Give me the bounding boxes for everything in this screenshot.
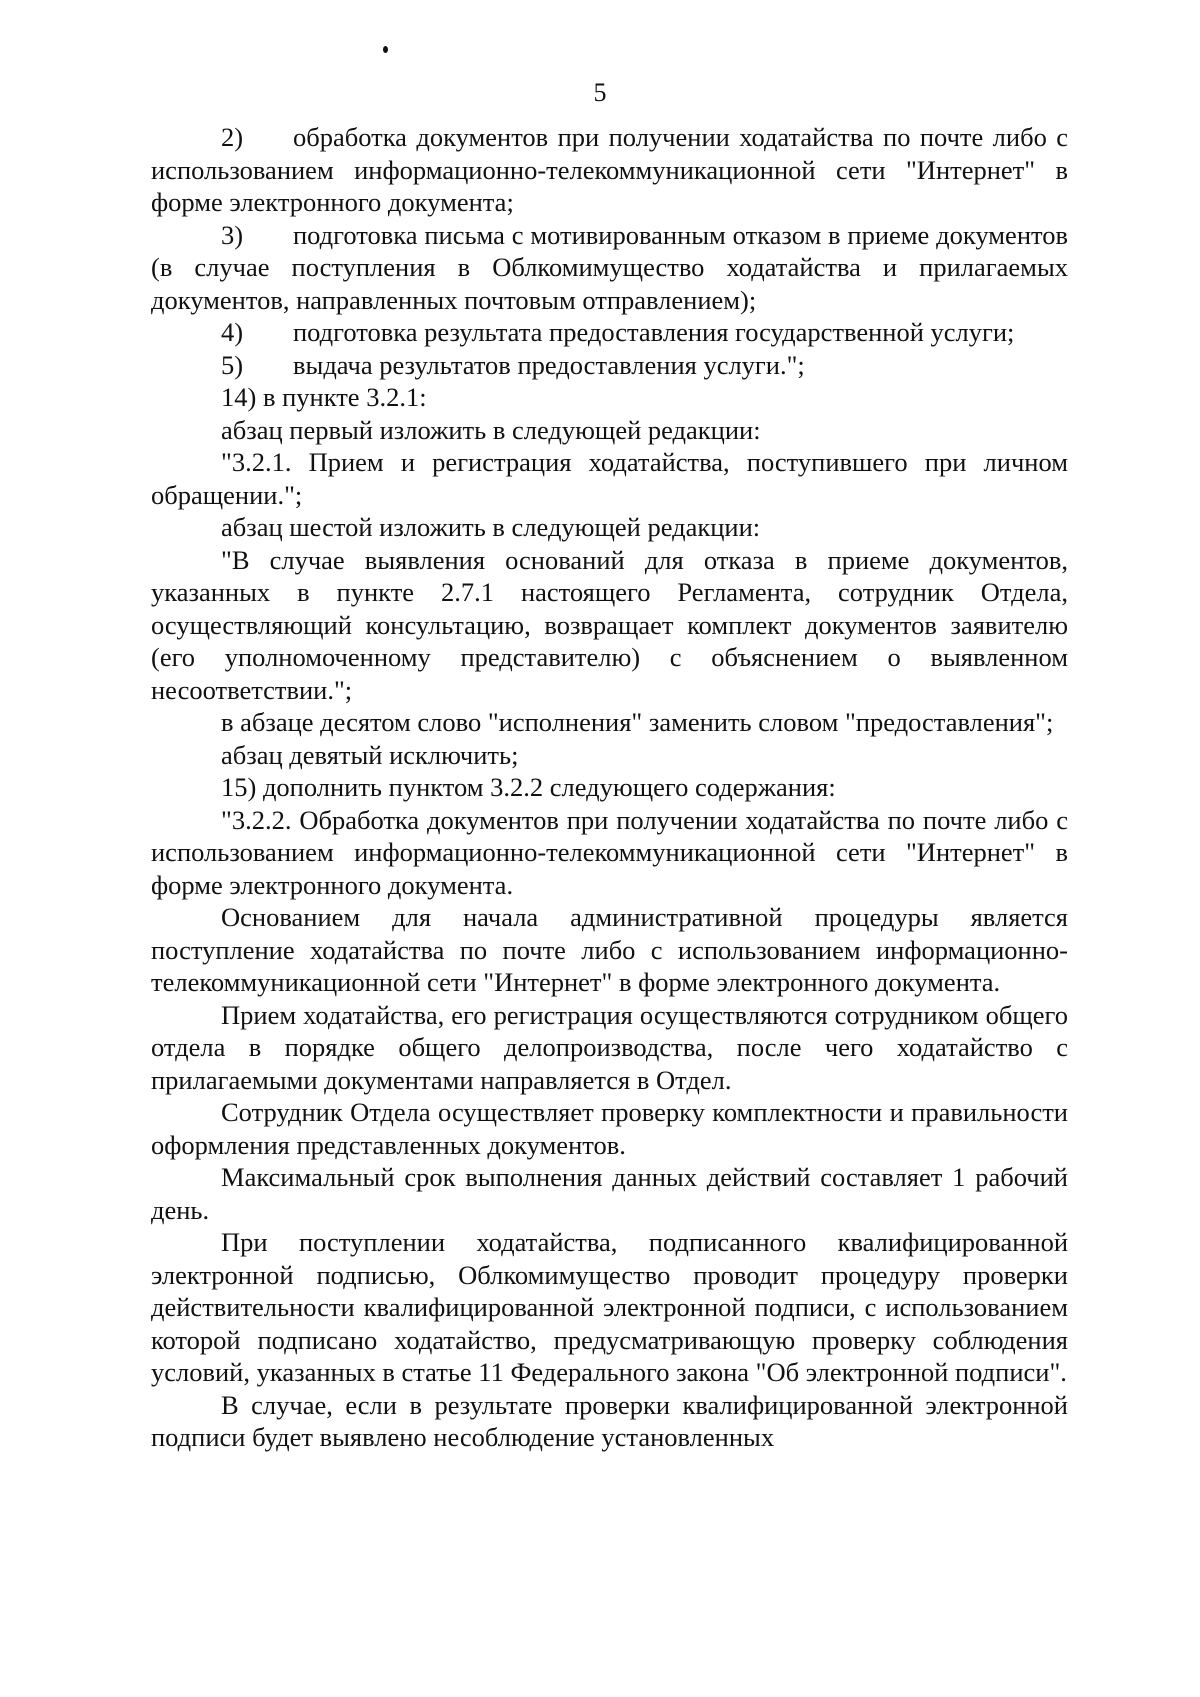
paragraph-quote-3-2-2: "3.2.2. Обработка документов при получении ходатайства по почте либо с использованием информационно-телекоммуникационной сети "Интернет" в форме электронного документа.	[151, 804, 1068, 900]
paragraph-check: Сотрудник Отдела осуществляет проверку комплектности и правильности оформления представленных документов.	[151, 1097, 1068, 1160]
paragraph-first-abzac: абзац первый изложить в следующей редакции:	[221, 414, 761, 445]
paragraph-item-15: 15) дополнить пунктом 3.2.2 следующего содержания:	[221, 772, 836, 802]
list-item-3	[151, 219, 1068, 317]
scan-speck	[383, 46, 388, 53]
paragraph-signature-check: При поступлении ходатайства, подписанного квалифицированной электронной подписью, Облкомимущество проводит процедуру проверки действительности квалифицированной электронной подписи, с использованием которой подписано ходатайство, предусматривающую проверку соблюдения условий, указанных в статье 11 Федерального закона "Об электронной подписи".	[151, 1227, 1068, 1387]
list-item-number: 5)	[221, 349, 244, 380]
paragraph-basis: Основанием для начала административной процедуры является поступление ходатайства по почте либо с использованием информационно-телекоммуникационной сети "Интернет" в форме электронного документа.	[151, 902, 1068, 997]
page-number: 5	[593, 78, 607, 107]
document-body	[151, 121, 1068, 1454]
paragraph-deadline: Максимальный срок выполнения данных действий составляет 1 рабочий день.	[151, 1162, 1068, 1225]
paragraph-violation: В случае, если в результате проверки квалифицированной электронной подписи будет выявлено несоблюдение установленных	[151, 1389, 1068, 1452]
list-item-4	[151, 316, 1068, 349]
paragraph-quote-refusal: "В случае выявления оснований для отказа в приеме документов, указанных в пункте 2.7.1 настоящего Регламента, сотрудник Отдела, осуществляющий консультацию, возвращает комплект документов заявителю (его уполномоченному представителю) с объяснением о выявленном несоответствии.";	[151, 544, 1068, 705]
list-item-number: 3)	[221, 219, 244, 250]
list-item-text: подготовка письма с мотивированным отказом в приеме документов (в случае поступления в Облкомимущество ходатайства и прилагаемых документов, направленных почтовым отправлением);	[151, 219, 1068, 315]
list-item-text: подготовка результата предоставления государственной услуги;	[293, 317, 1015, 347]
list-item-number: 4)	[221, 317, 244, 347]
paragraph-item-14: 14) в пункте 3.2.1:	[221, 382, 427, 412]
list-item-text: обработка документов при получении ходатайства по почте либо с использованием информационно-телекоммуникационной сети "Интернет" в форме электронного документа;	[151, 122, 1068, 217]
list-item-text: выдача результатов предоставления услуги.";	[293, 349, 805, 380]
paragraph-reception: Прием ходатайства, его регистрация осуществляются сотрудником общего отдела в порядке общего делопроизводства, после чего ходатайство с прилагаемыми документами направляется в Отдел.	[151, 999, 1068, 1095]
list-item-5	[151, 349, 1068, 382]
paragraph-tenth-abzac: в абзаце десятом слово "исполнения" заменить словом "предоставления";	[221, 707, 1054, 737]
list-item-2	[151, 121, 1068, 219]
paragraph-sixth-abzac: абзац шестой изложить в следующей редакции:	[221, 512, 761, 542]
list-item-number: 2)	[221, 122, 244, 152]
paragraph-quote-3-2-1: "3.2.1. Прием и регистрация ходатайства, поступившего при личном обращении.";	[151, 447, 1068, 510]
paragraph-ninth-abzac: абзац девятый исключить;	[221, 739, 519, 770]
